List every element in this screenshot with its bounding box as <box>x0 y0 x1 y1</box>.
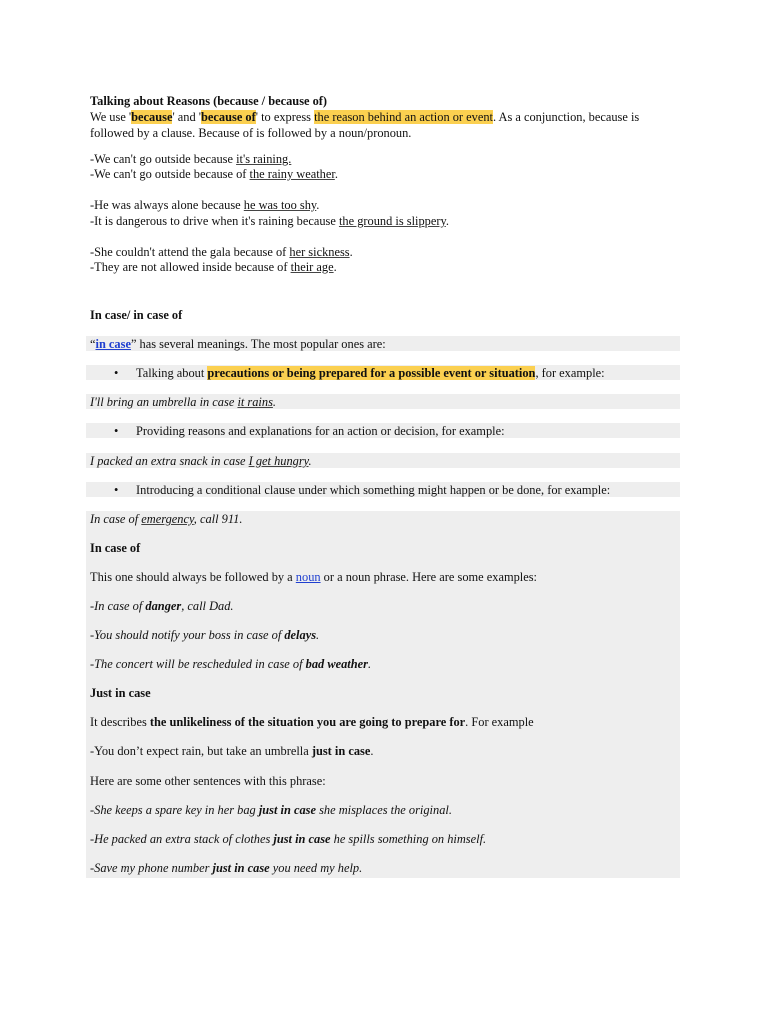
highlight-because: because <box>131 110 173 124</box>
example-line: -We can't go outside because of the rainy weather. <box>90 167 338 181</box>
highlight-precautions: precautions or being prepared for a possible event or situation <box>207 366 536 380</box>
sentence-clothes: -He packed an extra stack of clothes just in case he spills something on himself. <box>90 832 487 846</box>
bullet-icon: • <box>114 366 119 380</box>
because-intro-line2: followed by a clause. Because of is followed by a noun/pronoun. <box>90 126 412 140</box>
noun-link[interactable]: noun <box>295 570 321 584</box>
bullet-icon: • <box>114 424 119 438</box>
example-line: -He was always alone because he was too shy. <box>90 198 320 212</box>
example-emergency: In case of emergency, call 911. <box>90 512 243 526</box>
in-case-intro: “in case” has several meanings. The most popular ones are: <box>90 337 386 351</box>
highlight-because-of: because of <box>201 110 256 124</box>
example-danger: -In case of danger, call Dad. <box>90 599 234 613</box>
example-line: -They are not allowed inside because of their age. <box>90 260 337 274</box>
bullet-item-precautions: Talking about precautions or being prepared for a possible event or situation, for example: <box>136 366 605 380</box>
because-intro-line1: We use 'because' and 'because of' to express the reason behind an action or event. As a conjunction, because is <box>90 110 640 124</box>
example-umbrella: I'll bring an umbrella in case it rains. <box>90 395 277 409</box>
sentence-phone: -Save my phone number just in case you need my help. <box>90 861 363 875</box>
example-line: -It is dangerous to drive when it's raining because the ground is slippery. <box>90 214 449 228</box>
example-rain: -You don’t expect rain, but take an umbrella just in case. <box>90 744 374 758</box>
example-delays: -You should notify your boss in case of delays. <box>90 628 320 642</box>
example-bad-weather: -The concert will be rescheduled in case of bad weather. <box>90 657 372 671</box>
sentence-spare-key: -She keeps a spare key in her bag just in case she misplaces the original. <box>90 803 452 817</box>
shade-lower-block <box>86 511 680 878</box>
just-in-case-desc: It describes the unlikeliness of the situation you are going to prepare for. For example <box>90 715 534 729</box>
example-snack: I packed an extra snack in case I get hungry. <box>90 454 312 468</box>
bullet-icon: • <box>114 483 119 497</box>
example-line: -We can't go outside because it's raining. <box>90 152 292 166</box>
example-line: -She couldn't attend the gala because of her sickness. <box>90 245 353 259</box>
section-title-in-case-of: In case of <box>90 541 141 555</box>
more-sentences-label: Here are some other sentences with this phrase: <box>90 774 326 788</box>
in-case-link[interactable]: in case <box>95 337 131 351</box>
highlight-reason: the reason behind an action or event <box>314 110 493 124</box>
section-title-in-case: In case/ in case of <box>90 308 183 322</box>
bullet-item-reasons: Providing reasons and explanations for an action or decision, for example: <box>136 424 505 438</box>
section-title-just-in-case: Just in case <box>90 686 151 700</box>
in-case-of-intro: This one should always be followed by a noun or a noun phrase. Here are some examples: <box>90 570 537 584</box>
section-title-because: Talking about Reasons (because / because of) <box>90 94 328 108</box>
bullet-item-conditional: Introducing a conditional clause under which something might happen or be done, for example: <box>136 483 611 497</box>
